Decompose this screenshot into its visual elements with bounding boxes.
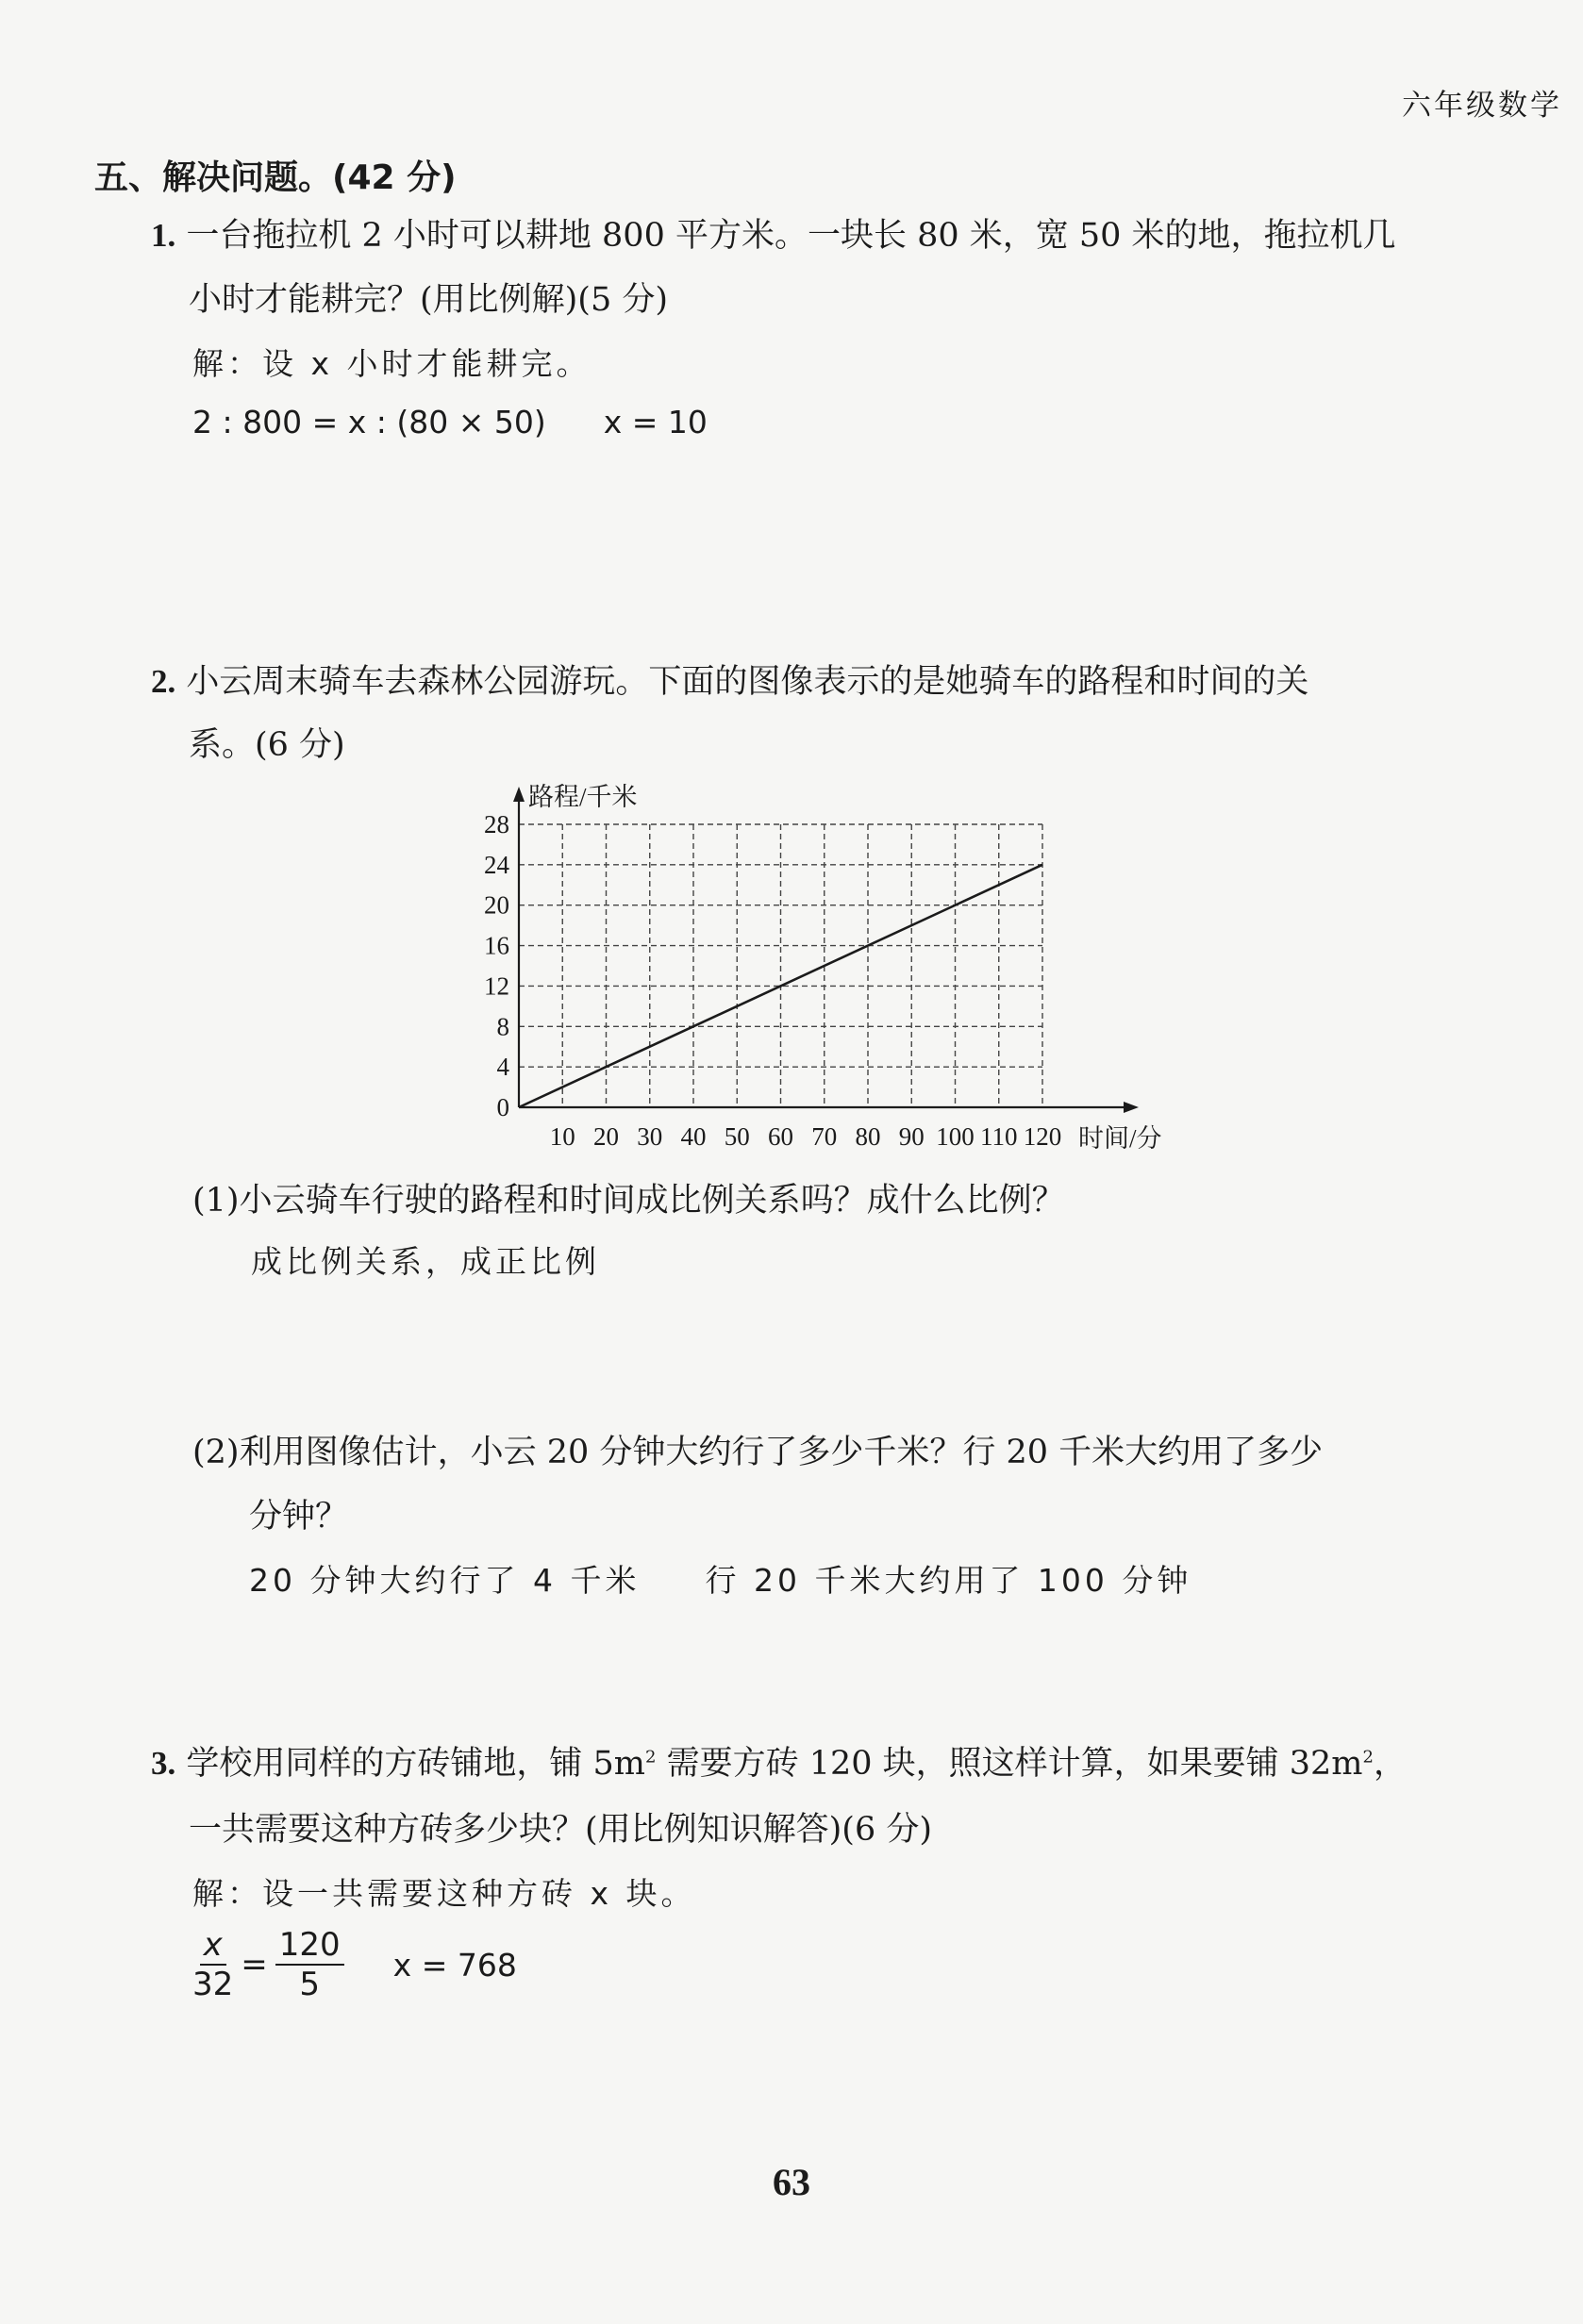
page-header-subject: 六年级数学 xyxy=(1402,89,1562,123)
x-tick-label: 50 xyxy=(724,1122,750,1151)
x-tick-label: 20 xyxy=(593,1122,619,1151)
q1-text-line2: 小时才能耕完？(用比例解)(5 分) xyxy=(189,281,669,319)
q3-fraction-left xyxy=(192,1926,233,2003)
q3-text-line2: 一共需要这种方砖多少块？(用比例知识解答)(6 分) xyxy=(189,1811,933,1849)
x-tick-label: 80 xyxy=(855,1122,881,1151)
q3-frac1-denominator: 32 xyxy=(192,1966,234,2003)
x-tick-label: 90 xyxy=(898,1122,925,1151)
q3-fraction-right xyxy=(275,1926,344,2003)
x-tick-label: 60 xyxy=(768,1122,793,1151)
q2-sub2-line1: (2)利用图像估计，小云 20 分钟大约行了多少千米？行 20 千米大约用了多少 xyxy=(192,1434,1324,1471)
q3-answer-equation xyxy=(192,1926,517,2003)
x-tick-label: 100 xyxy=(936,1122,975,1151)
x-axis-label: 时间/分 xyxy=(1078,1124,1162,1153)
x-axis-arrow xyxy=(1124,1102,1139,1113)
q1-number: 1. xyxy=(151,217,176,254)
q3-sup-2: 2 xyxy=(1362,1747,1374,1768)
q3-line1 xyxy=(151,1737,1407,1784)
q2-text-line2: 系。(6 分) xyxy=(189,726,345,764)
q1-answer-equation xyxy=(192,404,708,440)
q3-text-b: 需要方砖 120 块，照这样计算，如果要铺 32m xyxy=(656,1745,1363,1783)
section-title: 五、解决问题。(42 分) xyxy=(94,158,457,197)
page-number: 63 xyxy=(773,2161,810,2203)
y-tick-label: 20 xyxy=(484,890,509,920)
q2-sub1-answer: 成比例关系，成正比例 xyxy=(251,1243,600,1280)
y-tick-label: 28 xyxy=(484,810,509,838)
q3-number: 3. xyxy=(151,1745,176,1782)
x-tick-label: 40 xyxy=(680,1122,707,1151)
q3-sup-1: 2 xyxy=(644,1747,657,1768)
q1-text-line1: 一台拖拉机 2 小时可以耕地 800 平方米。一块长 80 米，宽 50 米的地，拖拉机几 xyxy=(186,217,1396,255)
q1-line1 xyxy=(151,209,1396,257)
q2-line1 xyxy=(151,656,1308,703)
q2-number: 2. xyxy=(151,663,176,700)
y-tick-label: 16 xyxy=(484,931,509,960)
q3-frac1-numerator: x xyxy=(200,1926,226,1966)
q2-sub2-answer-a: 20 分钟大约行了 4 千米 xyxy=(249,1562,641,1599)
q3-text-c: ， xyxy=(1373,1745,1407,1783)
y-tick-label: 4 xyxy=(496,1053,509,1082)
y-tick-label: 12 xyxy=(484,971,509,1001)
x-tick-label: 10 xyxy=(549,1122,575,1151)
q1-proportion: 2 : 800 = x : (80 × 50) xyxy=(192,404,546,440)
distance-time-chart xyxy=(453,766,1226,1162)
q3-frac2-numerator: 120 xyxy=(275,1926,344,1966)
q2-sub2-line2: 分钟？ xyxy=(249,1498,349,1536)
q2-sub1-question: (1)小云骑车行驶的路程和时间成比例关系吗？成什么比例？ xyxy=(192,1182,1065,1220)
q3-equals-sign: = xyxy=(241,1946,268,1984)
x-tick-label: 30 xyxy=(637,1122,663,1151)
q1-answer-setup: 解：设 x 小时才能耕完。 xyxy=(192,345,592,382)
q3-result: x = 768 xyxy=(392,1946,517,1984)
x-tick-label: 110 xyxy=(980,1122,1018,1151)
q3-frac2-denominator: 5 xyxy=(299,1966,321,2003)
y-axis-arrow xyxy=(513,787,525,802)
q2-text-line1: 小云周末骑车去森林公园游玩。下面的图像表示的是她骑车的路程和时间的关 xyxy=(186,663,1309,701)
x-tick-label: 120 xyxy=(1023,1122,1062,1151)
q1-result: x = 10 xyxy=(603,404,708,440)
y-axis-label: 路程/千米 xyxy=(528,783,638,811)
y-tick-label: 24 xyxy=(484,850,509,879)
q3-answer-setup: 解：设一共需要这种方砖 x 块。 xyxy=(192,1875,696,1912)
y-tick-label: 0 xyxy=(496,1093,509,1121)
q3-text-a: 学校用同样的方砖铺地，铺 5m xyxy=(186,1745,645,1783)
q2-sub2-answer-b: 行 20 千米大约用了 100 分钟 xyxy=(705,1562,1192,1599)
x-tick-label: 70 xyxy=(811,1122,838,1151)
q2-sub2-answer xyxy=(249,1556,1191,1601)
y-tick-label: 8 xyxy=(496,1012,509,1041)
